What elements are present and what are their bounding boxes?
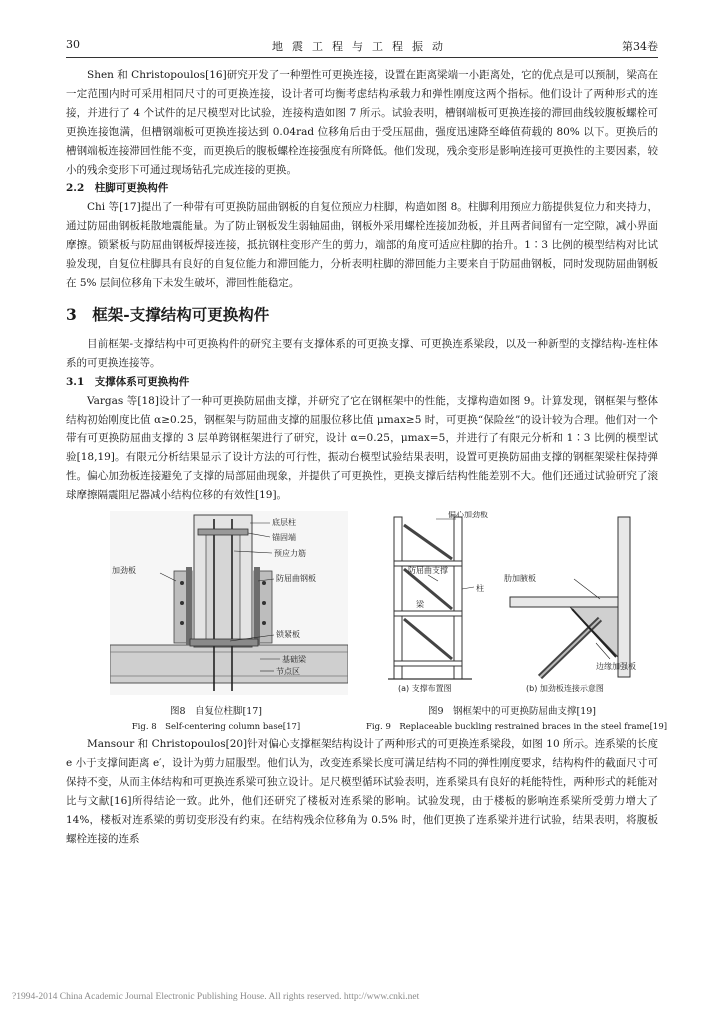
figure-9-caption-en: Fig. 9 Replaceable buckling restrained braces in the steel frame[19] <box>366 722 668 733</box>
paragraph-shen: Shen 和 Christopoulos[16]研究开发了一种塑性可更换连接，设置在距离梁端一小距离处，它的优点是可以预制，梁高在一定范围内时可采用相同尺寸的可更换连接，设计者可均衡考虑结构承载力和弹性刚度这两个指标。他们设计了两种形式的连接，并进行了 4 个试件的足尺模型对比试验，连接构造如图 7 所示。试验表明，槽钢端板可更换连接的滞回曲线较腹板螺栓可更换连接饱满，但槽钢端板可更换连接达到 0.04rad 位移角后由于受压屈曲，强度迅速降至峰值荷载的 80% 以下。更换后的槽钢端板连接滞回性能不变，而更换后的腹板螺栓连接强度有所降低。他们发现，残余变形是影响连接可更换性的主要因素，较小的残余变形下可通过现场钻孔完成连接的更换。 <box>66 69 658 176</box>
label-edge-plate: 边缘加强板 <box>596 662 636 672</box>
page-number: 30 <box>66 38 80 51</box>
foundation-beam-shape <box>110 645 348 683</box>
label-anchor-end: 锚固端 <box>272 533 296 543</box>
label-bottom-column: 底层柱 <box>272 518 296 528</box>
figure-row <box>66 511 668 735</box>
label-frame-beam: 梁 <box>416 600 424 610</box>
frame-column-right <box>454 517 462 679</box>
paragraph-mansour: Mansour 和 Christopoulos[20]针对偏心支撑框架结构设计了两种形式的可更换连系梁段，如图 10 所示。连系梁的长度 e 小于支撑间距离 e′，设计为剪力屈服型。他们认为，改变连系梁长度可满足结构不同的弹性刚度要求，结构构件的截面尺寸可保持不变，从而主体结构和可更换连系梁可独立设计。足尺模型循环试验表明，连系梁具有良好的耗能特性，两种形式的耗能对比与文献[16]所得结论一致。此外，他们还研究了楼板对连系梁的影响。试验发现，由于楼板的影响连系梁所受剪力增大了 14%，楼板对连系梁的剪切变形没有约束。在结构残余位移角为 0.5% 时，他们更换了连系梁并进行试验，结果表明，将腹板螺栓连接的连系 <box>66 738 658 845</box>
subsection-2-2-heading: 2.2 柱脚可更换构件 <box>66 182 169 195</box>
figure-8-diagram <box>110 511 348 695</box>
label-prestress-tendon: 预应力筋 <box>274 549 306 559</box>
subsection-3-1-heading: 3.1 支撑体系可更换构件 <box>66 375 190 388</box>
frame-column-left <box>394 517 402 679</box>
label-sub-b: (b) 加劲板连接示意图 <box>526 684 604 694</box>
buckling-plate-left <box>186 567 192 645</box>
detail-column <box>618 517 630 677</box>
volume-label: 第34卷 <box>622 40 658 53</box>
figure-8-caption-cn: 图8 自复位柱脚[17] <box>169 706 263 718</box>
label-stiffener: 加劲板 <box>112 566 136 576</box>
label-brb: 防屈曲支撑 <box>408 566 448 576</box>
anchor-plate <box>198 529 248 535</box>
label-lock-plate: 锁紧板 <box>276 630 300 640</box>
frame-beam-3 <box>394 661 462 666</box>
lock-plate <box>190 639 258 646</box>
buckling-plate-right <box>254 567 260 645</box>
label-buckling-plate: 防屈曲钢板 <box>276 574 316 584</box>
paragraph-vargas: Vargas 等[18]设计了一种可更换防屈曲支撑，并研究了它在钢框架中的性能，支撑构造如图 9。计算发现，钢框架与整体结构初始刚度比值 α≥0.25，钢框架与防屈曲支撑的屈服位移比值 μmax≥5 时，可更换“保险丝”的设计较为合理。他们对一个带有可更换防屈曲支撑的 3 层单跨钢框架进行了研究，设计 α=0.25，μmax=5，并进行了有限元分析和 1∶3 比例的模型试验[18,19]。有限元分析结果显示了设计方法的可行性，振动台模型试验结果表明，设置可更换防屈曲支撑的钢框架梁柱保持弹性。偏心加劲板连接避免了支撑的局部屈曲现象，并提供了可更换性，更换支撑后结构性能差别不大。他们还通过试验研究了滚球摩擦隔震阻尼器减小结构位移的有效性[19]。 <box>66 394 658 502</box>
label-eccentric-gusset: 偏心加劲板 <box>448 511 488 520</box>
header-rule <box>66 57 658 58</box>
paragraph-intro-3: 目前框架-支撑结构中可更换构件的研究主要有支撑体系的可更换支撑、可更换连系梁段，以及一种新型的支撑结构-连柱体系的可更换连接等。 <box>66 337 658 369</box>
figure-8-caption <box>66 705 366 734</box>
figure-9-caption <box>366 705 668 734</box>
paragraph-chi: Chi 等[17]提出了一种带有可更换防屈曲钢板的自复位预应力柱脚，构造如图 8。柱脚利用预应力筋提供复位力和夹持力，通过防屈曲钢板耗散地震能量。为了防止钢板发生弱轴屈曲，钢板外采用螺栓连接加劲板，并且两者间留有一定空隙，减小界面摩擦。锁紧板与防屈曲钢板焊接连接，抵抗钢柱变形产生的剪力，端部的角度可适应柱脚的抬升。1∶3 比例的模型结构对比试验发现，自复位柱脚具有良好的自复位能力和滞回能力，分析表明柱脚的滞回能力主要来自于防屈曲钢板，同时发现防屈曲钢板在 5% 层间位移角下未发生破坏，滞回性能稳定。 <box>66 201 658 289</box>
figure-9b-diagram <box>500 511 652 695</box>
copyright-footer: ?1994-2014 China Academic Journal Electronic Publishing House. All rights reserved. http://www.cnki.net <box>12 992 420 1002</box>
brace-1 <box>404 525 452 559</box>
figure-9a-diagram <box>388 511 498 695</box>
journal-title: 地震工程与工程振动 <box>272 40 452 53</box>
label-foundation-beam: 基础梁 <box>282 655 306 665</box>
label-joint-zone: 节点区 <box>276 667 300 677</box>
label-sub-a: (a) 支撑布置图 <box>398 684 452 694</box>
article-body <box>66 66 668 848</box>
brace-3 <box>404 619 452 659</box>
running-header <box>66 38 658 56</box>
frame-beam-2 <box>394 611 462 616</box>
figure-8-caption-en: Fig. 8 Self-centering column base[17] <box>131 722 301 733</box>
detail-beam <box>510 597 618 607</box>
label-frame-column: 柱 <box>476 584 484 594</box>
figure-9-caption-cn: 图9 钢框架中的可更换防屈曲支撑[19] <box>427 706 597 718</box>
section-3-heading: 3 框架-支撑结构可更换构件 <box>66 304 270 324</box>
label-gusset: 肋加腋板 <box>504 574 536 584</box>
